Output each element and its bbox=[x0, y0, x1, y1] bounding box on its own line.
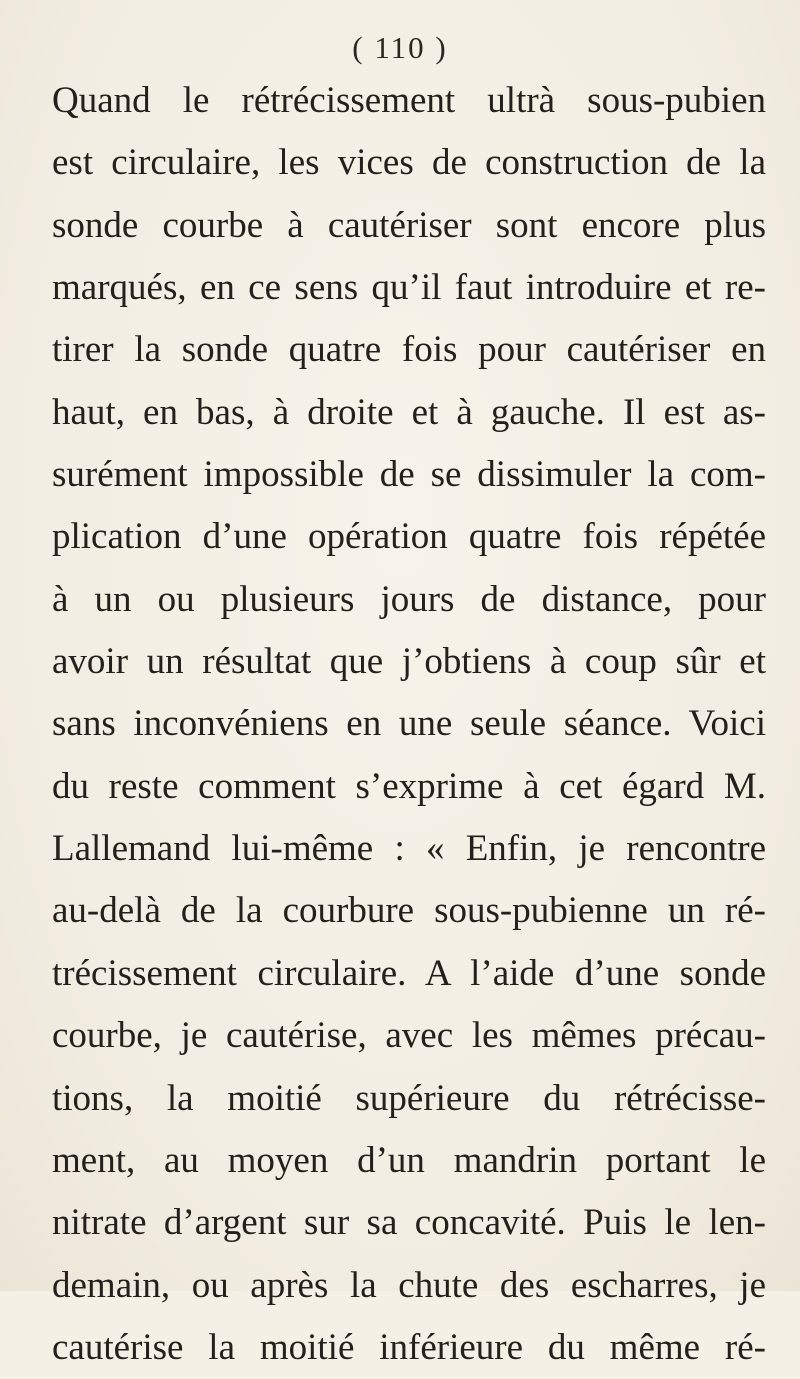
text-line: haut, en bas, à droite et à gauche. Il est as- bbox=[52, 391, 766, 433]
text-line: courbe, je cautérise, avec les mêmes précau- bbox=[52, 1015, 766, 1057]
text-line: est circulaire, les vices de construction de la bbox=[52, 142, 766, 184]
body-text bbox=[52, 70, 766, 1379]
text-line: avoir un résultat que j’obtiens à coup sûr et bbox=[52, 641, 766, 683]
text-line: plication d’une opération quatre fois répétée bbox=[52, 516, 766, 558]
text-line: du reste comment s’exprime à cet égard M. bbox=[52, 765, 766, 807]
text-line: ment, au moyen d’un mandrin portant le bbox=[52, 1139, 766, 1181]
page-number: ( 110 ) bbox=[352, 30, 448, 65]
text-line: au-delà de la courbure sous-pubienne un ré- bbox=[52, 890, 766, 932]
text-line: surément impossible de se dissimuler la com- bbox=[52, 454, 766, 496]
text-line: marqués, en ce sens qu’il faut introduire et re- bbox=[52, 267, 766, 309]
text-line: à un ou plusieurs jours de distance, pour bbox=[52, 578, 766, 620]
text-line: tirer la sonde quatre fois pour cautériser en bbox=[52, 329, 766, 371]
text-line: Quand le rétrécissement ultrà sous-pubien bbox=[52, 80, 766, 121]
text-line: Lallemand lui-même : « Enfin, je rencontre bbox=[52, 828, 766, 870]
text-line: demain, ou après la chute des escharres, je bbox=[52, 1264, 766, 1306]
text-line: tions, la moitié supérieure du rétrécisse- bbox=[52, 1077, 766, 1119]
text-line: cautérise la moitié inférieure du même ré- bbox=[52, 1326, 766, 1368]
text-line: sans inconvéniens en une seule séance. Voici bbox=[52, 703, 766, 745]
text-line: trécissement circulaire. A l’aide d’une sonde bbox=[52, 952, 766, 994]
text-line: nitrate d’argent sur sa concavité. Puis le len- bbox=[52, 1202, 766, 1244]
text-line: sonde courbe à cautériser sont encore plus bbox=[52, 204, 766, 246]
